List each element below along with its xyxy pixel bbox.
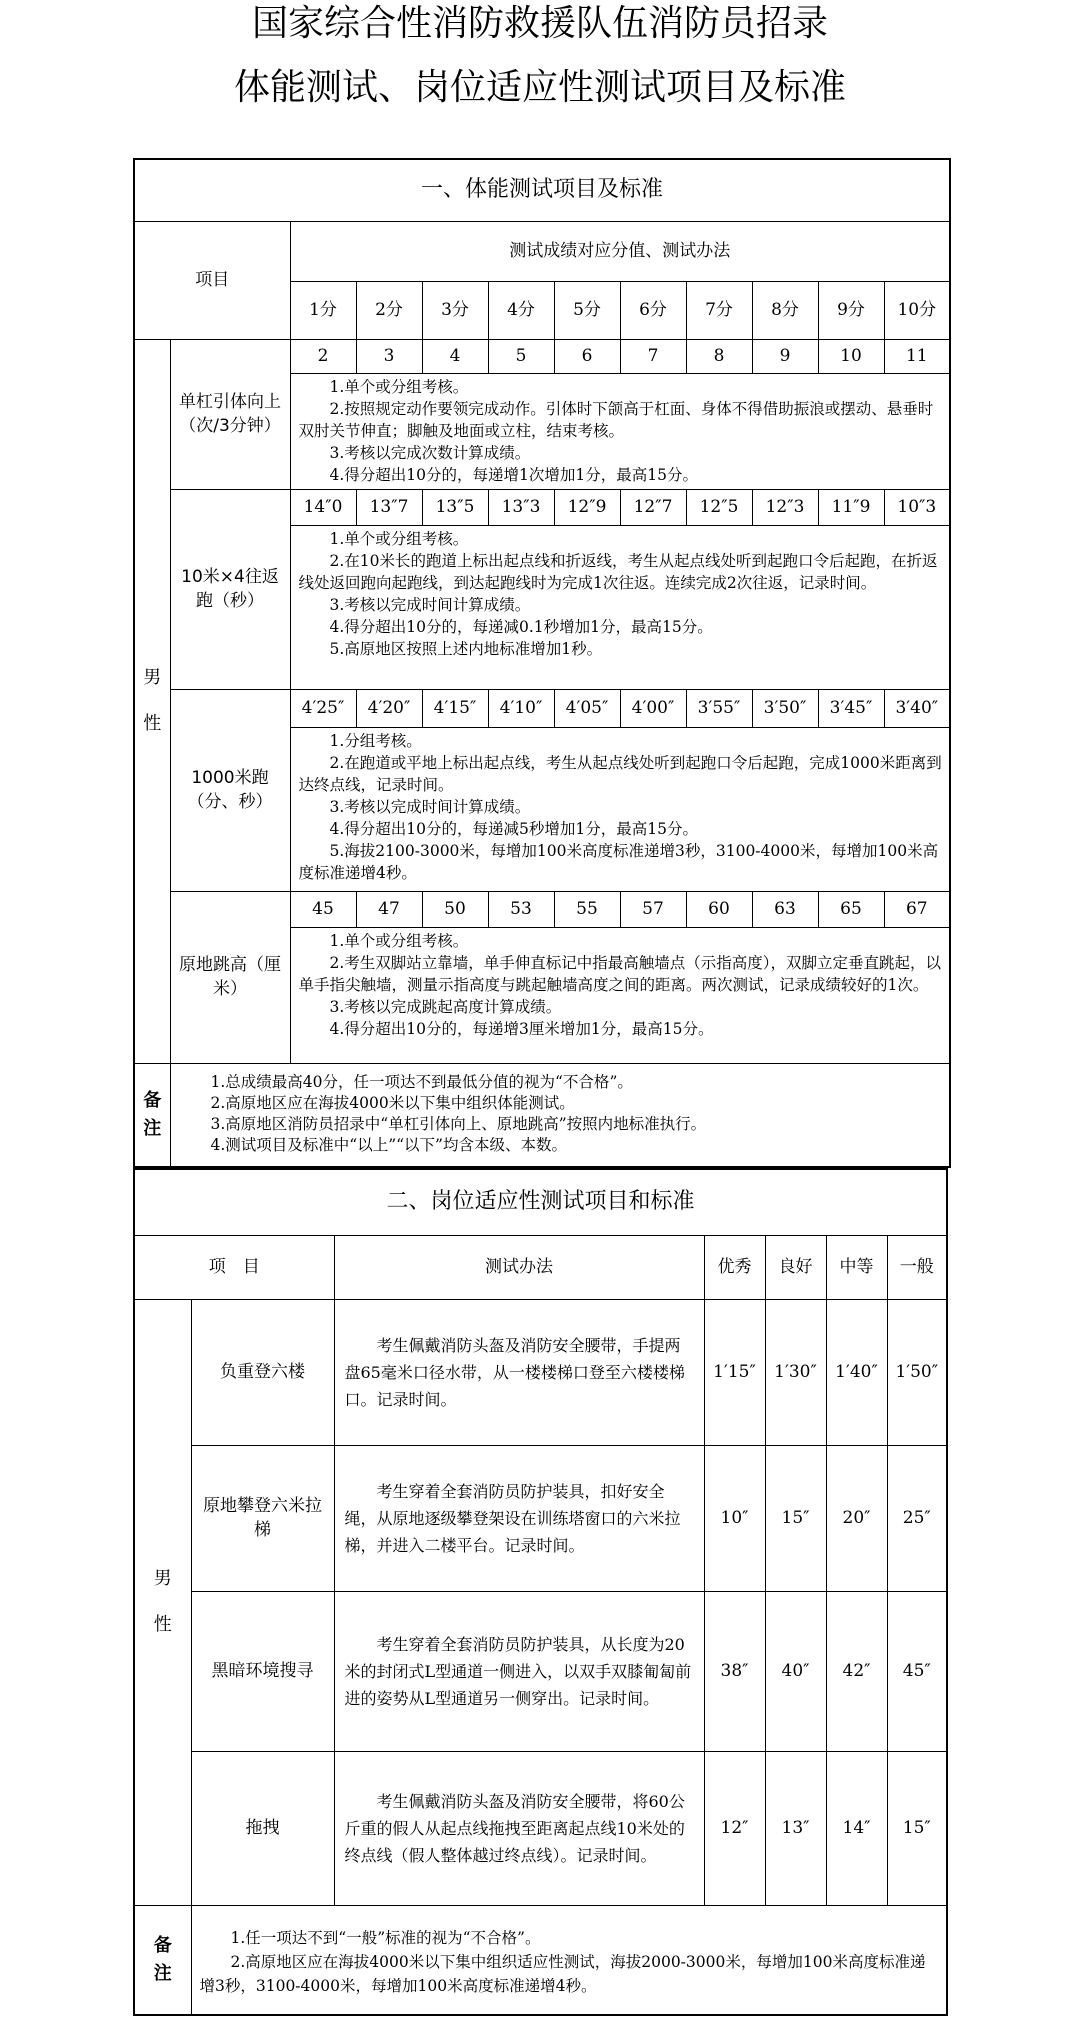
item-name: 黑暗环境搜寻 <box>191 1591 334 1751</box>
value-cell: 45″ <box>887 1591 947 1751</box>
score-cell: 9分 <box>818 281 884 339</box>
notes-row <box>134 1905 947 2015</box>
value-cell: 55 <box>554 891 620 927</box>
item-name: 10米×4往返跑（秒） <box>170 489 290 689</box>
score-cell: 2分 <box>356 281 422 339</box>
item-name: 负重登六楼 <box>191 1299 334 1445</box>
value-cell: 8 <box>686 339 752 373</box>
method-cell: 考生佩戴消防头盔及消防安全腰带，将60公斤重的假人从起点线拖拽至距离起点线10米处的终点线（假人整体越过终点线）。记录时间。 <box>334 1751 704 1905</box>
notes-cell: 1.任一项达不到“一般”标准的视为“不合格”。 2.高原地区应在海拔4000米以下集中组织适应性测试，海拔2000-3000米，每增加100米高度标准递增3秒，3100-4000米，每增加100米高度标准递增4秒。 <box>191 1905 947 2015</box>
gender-cell: 男 性 <box>134 339 170 1063</box>
score-cell: 6分 <box>620 281 686 339</box>
item-name: 拖拽 <box>191 1751 334 1905</box>
value-cell: 4 <box>422 339 488 373</box>
value-cell: 60 <box>686 891 752 927</box>
value-cell: 63 <box>752 891 818 927</box>
value-cell: 4′25″ <box>290 689 356 727</box>
item-name: 原地跳高（厘米） <box>170 891 290 1063</box>
method-cell: 1.单个或分组考核。 2.按照规定动作要领完成动作。引体时下颌高于杠面、身体不得借助振浪或摆动、悬垂时双肘关节伸直；脚触及地面或立柱，结束考核。 3.考核以完成次数计算成绩。 4.得分超出10分的，每递增1次增加1分，最高15分。 <box>290 373 950 489</box>
value-cell: 38″ <box>704 1591 765 1751</box>
score-cell: 8分 <box>752 281 818 339</box>
value-cell: 65 <box>818 891 884 927</box>
item-name: 单杠引体向上（次/3分钟） <box>170 339 290 489</box>
table-row <box>134 1445 947 1591</box>
value-cell: 2 <box>290 339 356 373</box>
value-cell: 15″ <box>887 1751 947 1905</box>
value-cell: 14″ <box>826 1751 887 1905</box>
value-cell: 5 <box>488 339 554 373</box>
value-cell: 10″3 <box>884 489 950 525</box>
value-cell: 25″ <box>887 1445 947 1591</box>
value-cell: 42″ <box>826 1591 887 1751</box>
value-cell: 47 <box>356 891 422 927</box>
value-cell: 14″0 <box>290 489 356 525</box>
value-cell: 9 <box>752 339 818 373</box>
page-title-line2: 体能测试、岗位适应性测试项目及标准 <box>233 67 846 108</box>
value-cell: 13″ <box>765 1751 826 1905</box>
value-cell: 3′55″ <box>686 689 752 727</box>
grade-header: 一般 <box>887 1235 947 1299</box>
score-cell: 5分 <box>554 281 620 339</box>
header-row <box>134 1235 947 1299</box>
item-name: 1000米跑（分、秒） <box>170 689 290 891</box>
value-cell: 1′50″ <box>887 1299 947 1445</box>
value-cell: 3′45″ <box>818 689 884 727</box>
value-cell: 4′10″ <box>488 689 554 727</box>
notes-cell: 1.总成绩最高40分，任一项达不到最低分值的视为“不合格”。 2.高原地区应在海拔4000米以下集中组织体能测试。 3.高原地区消防员招录中“单杠引体向上、原地跳高”按照内地标准执行。 4.测试项目及标准中“以上”“以下”均含本级、本数。 <box>170 1063 950 1167</box>
table-row <box>134 339 950 373</box>
grade-header: 中等 <box>826 1235 887 1299</box>
value-cell: 4′15″ <box>422 689 488 727</box>
value-cell: 3 <box>356 339 422 373</box>
physical-test-table <box>133 158 951 1168</box>
value-cell: 12″7 <box>620 489 686 525</box>
value-cell: 6 <box>554 339 620 373</box>
value-cell: 57 <box>620 891 686 927</box>
value-cell: 1′15″ <box>704 1299 765 1445</box>
value-cell: 3′50″ <box>752 689 818 727</box>
item-header: 项目 <box>134 221 290 339</box>
grade-header: 优秀 <box>704 1235 765 1299</box>
notes-row <box>134 1063 950 1167</box>
value-cell: 45 <box>290 891 356 927</box>
score-cell: 1分 <box>290 281 356 339</box>
value-cell: 67 <box>884 891 950 927</box>
value-cell: 10″ <box>704 1445 765 1591</box>
table-row <box>134 1751 947 1905</box>
score-cell: 4分 <box>488 281 554 339</box>
notes-label: 备 注 <box>134 1063 170 1167</box>
value-cell: 11 <box>884 339 950 373</box>
item-name: 原地攀登六米拉梯 <box>191 1445 334 1591</box>
table-row <box>134 489 950 525</box>
table-row <box>134 891 950 927</box>
value-cell: 12″3 <box>752 489 818 525</box>
value-cell: 1′30″ <box>765 1299 826 1445</box>
method-cell: 1.单个或分组考核。 2.在10米长的跑道上标出起点线和折返线，考生从起点线处听到起跑口令后起跑，在折返线处返回跑向起跑线，到达起跑线时为完成1次往返。连续完成2次往返，记录时间。 3.考核以完成时间计算成绩。 4.得分超出10分的，每递减0.1秒增加1分，最高15分。 5.高原地区按照上述内地标准增加1秒。 <box>290 525 950 689</box>
value-cell: 40″ <box>765 1591 826 1751</box>
table-row <box>134 1591 947 1751</box>
section1-title: 一、体能测试项目及标准 <box>134 159 950 221</box>
page-title-line1: 国家综合性消防救援队伍消防员招录 <box>251 3 828 44</box>
value-cell: 12″5 <box>686 489 752 525</box>
table-row <box>134 689 950 727</box>
value-cell: 13″3 <box>488 489 554 525</box>
method-cell: 考生穿着全套消防员防护装具，从长度为20米的封闭式L型通道一侧进入，以双手双膝匍匐前进的姿势从L型通道另一侧穿出。记录时间。 <box>334 1591 704 1751</box>
score-cell: 7分 <box>686 281 752 339</box>
value-cell: 7 <box>620 339 686 373</box>
value-cell: 12″ <box>704 1751 765 1905</box>
value-cell: 13″7 <box>356 489 422 525</box>
value-cell: 1′40″ <box>826 1299 887 1445</box>
grade-header: 良好 <box>765 1235 826 1299</box>
method-cell: 1.分组考核。 2.在跑道或平地上标出起点线，考生从起点线处听到起跑口令后起跑，完成1000米距离到达终点线，记录时间。 3.考核以完成时间计算成绩。 4.得分超出10分的，每递减5秒增加1分，最高15分。 5.海拔2100-3000米，每增加100米高度标准递增3秒，3100-4000米，每增加100米高度标准递增4秒。 <box>290 727 950 891</box>
notes-label: 备 注 <box>134 1905 191 2015</box>
gender-cell: 男 性 <box>134 1299 191 1905</box>
value-cell: 13″5 <box>422 489 488 525</box>
method-header: 测试办法 <box>334 1235 704 1299</box>
value-cell: 4′00″ <box>620 689 686 727</box>
value-cell: 10 <box>818 339 884 373</box>
value-cell: 3′40″ <box>884 689 950 727</box>
method-cell: 考生穿着全套消防员防护装具，扣好安全绳，从原地逐级攀登架设在训练塔窗口的六米拉梯，并进入二楼平台。记录时间。 <box>334 1445 704 1591</box>
value-cell: 15″ <box>765 1445 826 1591</box>
value-cell: 11″9 <box>818 489 884 525</box>
score-cell: 10分 <box>884 281 950 339</box>
method-cell: 1.单个或分组考核。 2.考生双脚站立靠墙，单手伸直标记中指最高触墙点（示指高度），双脚立定垂直跳起，以单手指尖触墙，测量示指高度与跳起触墙高度之间的距离。两次测试，记录成绩较好的1次。 3.考核以完成跳起高度计算成绩。 4.得分超出10分的，每递增3厘米增加1分，最高15分。 <box>290 927 950 1063</box>
score-header: 测试成绩对应分值、测试办法 <box>290 221 950 281</box>
value-cell: 50 <box>422 891 488 927</box>
method-cell: 考生佩戴消防头盔及消防安全腰带，手提两盘65毫米口径水带，从一楼楼梯口登至六楼楼梯口。记录时间。 <box>334 1299 704 1445</box>
value-cell: 53 <box>488 891 554 927</box>
value-cell: 4′05″ <box>554 689 620 727</box>
score-cell: 3分 <box>422 281 488 339</box>
value-cell: 20″ <box>826 1445 887 1591</box>
value-cell: 12″9 <box>554 489 620 525</box>
value-cell: 4′20″ <box>356 689 422 727</box>
job-adaptability-table <box>133 1168 948 2016</box>
item-header: 项 目 <box>134 1235 334 1299</box>
table-row <box>134 1299 947 1445</box>
section2-title: 二、岗位适应性测试项目和标准 <box>134 1169 947 1235</box>
